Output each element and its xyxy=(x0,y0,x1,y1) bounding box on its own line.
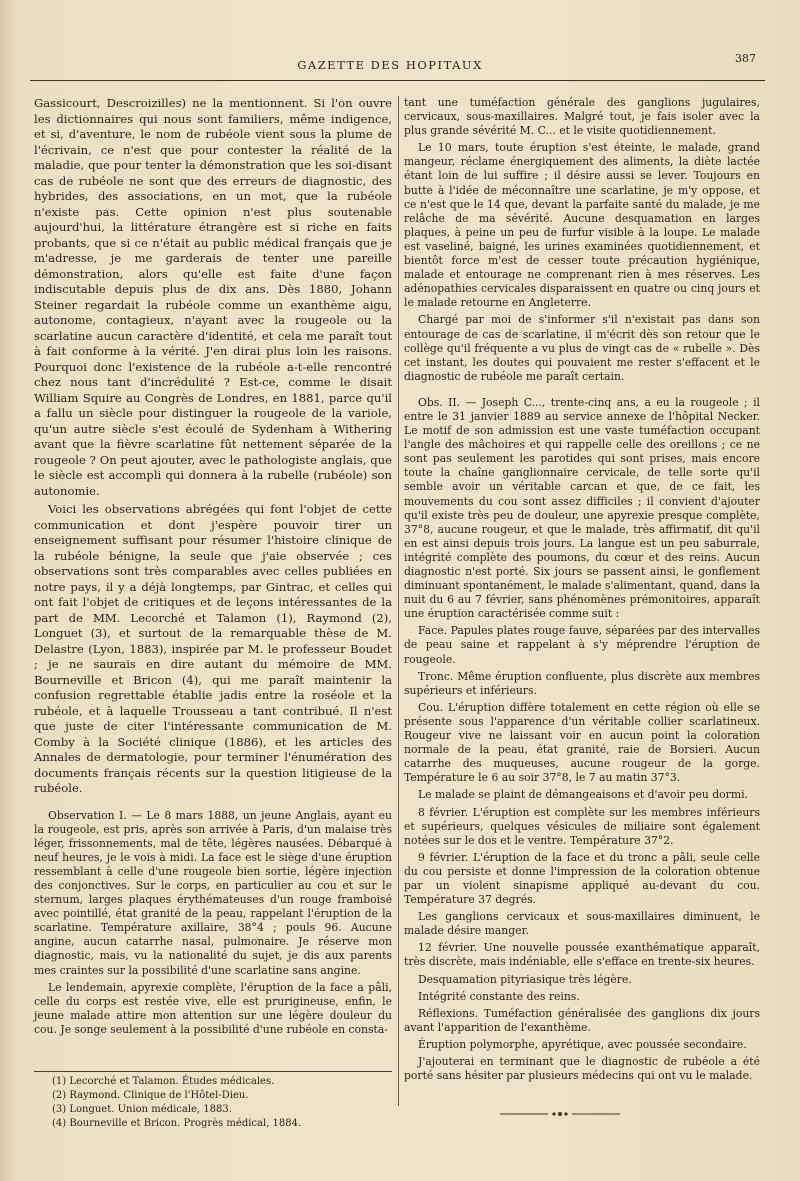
footnote: (1) Lecorché et Talamon. Études médicales. xyxy=(52,1076,275,1087)
running-head: GAZETTE DES HOPITAUX xyxy=(297,58,483,72)
observation-paragraph: Les ganglions cervicaux et sous-maxillaires diminuent, le malade désire manger. xyxy=(404,910,760,938)
observation-paragraph: Cou. L'éruption diffère totalement en cette région où elle se présente sous l'apparence d'un véritable collier scarlatineux. Rougeur vive ne laissant voir en aucun point la coloration normale de la peau, état granité, raie de Borsieri. Aucun catarrhe des muqueuses, aucune rougeur de la gorge. Température le 6 au soir 37°8, le 7 au matin 37°3. xyxy=(404,700,760,785)
paragraph: Voici les observations abrégées qui font l'objet de cette communication et dont j'espère pouvoir tirer un enseignement suffisant pour résumer l'histoire clinique de la rubéole bénigne, la seule que j'aie observée ; ces observations sont très comparables avec celles publiées en notre pays, il y a déjà longtemps, par Gintrac, et celles qui ont fait l'objet de critiques et de leçons intéressantes de la part de MM. Lecorché et Talamon (1), Raymond (2), Longuet (3), et surtout de la remarquable thèse de M. Delastre (Lyon, 1883), inspirée par M. le professeur Boudet ; je ne saurais en dire autant du mémoire de MM. Bourneville et Bricon (4), qui me paraît maintenir la confusion regrettable établie jadis entre la roséole et la rubéole, et à laquelle Trousseau a tant contribué. Il n'est que juste de citer l'intéressante communication de M. Comby à la Société clinique (1886), et les articles des Annales de dermatologie, pour terminer l'énumération des documents français récents sur la question litigieuse de la rubéole. xyxy=(34,502,392,795)
paragraph: Le 10 mars, toute éruption s'est éteinte, le malade, grand mangeur, réclame énergiquement des aliments, la diète lactée étant loin de lui suffire ; il désire aussi se lever. Toujours en butte à l'idée de méconnaître une scarlatine, je m'y oppose, et ce n'est que le 14 que, devant la parfaite santé du malade, je me relâche de ma sévérité. Aucune desquamation en larges plaques, à peine un peu de furfur visible à la loupe. Le malade est vaseliné, baigné, les urines examinées quotidiennement, et bientôt force m'est de cesser toute précaution hygiénique, malade et entourage ne comprenant rien à mes réserves. Les adénopathies cervicales disparaissent en quatre ou cinq jours et le malade retourne en Angleterre. xyxy=(404,141,760,310)
paragraph: Chargé par moi de s'informer s'il n'existait pas dans son entourage de cas de scarlatine, il m'écrit dès son retour que le collège qu'il fréquente a vu plus de vingt cas de « rubelle ». Dès cet instant, les doutes qui pouvaient me rester s'effacent et le diagnostic de rubéole me paraît certain. xyxy=(404,313,760,383)
observation-paragraph: Obs. II. — Joseph C..., trente-cinq ans, a eu la rougeole ; il entre le 31 janvier 1889 au service annexe de l'hôpital Necker. Le motif de son admission est une vaste tuméfaction occupant l'angle des mâchoires et qui rappelle celle des oreillons ; ce ne sont pas seulement les parotides qui sont prises, mais encore toute la chaîne ganglionnaire cervicale, de telle sorte qu'il semble avoir un véritable carcan et que, de ce fait, les mouvements du cou sont assez difficiles ; il convient d'ajouter qu'il existe très peu de douleur, une apyrexie presque complète, 37°8, aucune rougeur, et que le malade, très affirmatif, dit qu'il en est ainsi depuis trois jours. La langue est un peu saburrale, intégrité complète des poumons, du cœur et des reins. Aucun diagnostic n'est porté. Six jours se passent ainsi, le gonflement diminuant spontanément, le malade s'alimentant, quand, dans la nuit du 6 au 7 février, sans phénomènes prémonitoires, apparaît une éruption caractérisée comme suit : xyxy=(404,395,760,621)
footnote-rule xyxy=(34,1071,392,1072)
paragraph: tant une tuméfaction générale des ganglions jugulaires, cervicaux, sous-maxillaires. Malgré tout, je fais isoler avec la plus grande sévérité M. C... et le visite quotidiennement. xyxy=(404,96,760,138)
observation-paragraph: Éruption polymorphe, apyrétique, avec poussée secondaire. xyxy=(418,1037,747,1051)
page-number: 387 xyxy=(735,52,756,65)
observation-paragraph: J'ajouterai en terminant que le diagnostic de rubéole a été porté sans hésiter par plusieurs médecins qui ont vu le malade. xyxy=(404,1055,760,1083)
footnote: (4) Bourneville et Bricon. Progrès médical, 1884. xyxy=(52,1118,302,1129)
paragraph: Gassicourt, Descroizilles) ne la mentionnent. Si l'on ouvre les dictionnaires qui nous sont familiers, même indigence, et si, d'aventure, le nom de rubéole vient sous la plume de l'écrivain, ce n'est que pour contester la réalité de la maladie, que pour tenter la démonstration que les soi-disant cas de rubéole ne sont que des erreurs de diagnostic, des hybrides, des associations, en un mot, que la rubéole n'existe pas. Cette opinion n'est plus soutenable aujourd'hui, la littérature étrangère est si riche en faits probants, que si ce n'était au public médical français que je m'adresse, je me garderais de tenter une pareille démonstration, alors qu'elle est faite d'une façon indiscutable depuis plus de dix ans. Dès 1880, Johann Steiner regardait la rubéole comme un exanthème aigu, autonome, contagieux, n'ayant avec la rougeole ou la scarlatine aucun caractère d'identité, et cela me paraît tout à fait conforme à la vérité. J'en dirai plus loin les raisons. Pourquoi donc l'existence de la rubéole a-t-elle rencontré chez nous tant d'incrédulité ? Est-ce, comme le disait William Squire au Congrès de Londres, en 1881, parce qu'il a fallu un siècle pour distinguer la rougeole de la variole, qu'un autre siècle s'est écoulé de Sydenham à Withering avant que la fièvre scarlatine fût nettement séparée de la rougeole ? On peut ajouter, avec le pathologiste anglais, que le siècle est accompli qui donnera à la rubelle (rubéole) son autonomie. xyxy=(34,96,392,498)
right-column xyxy=(404,96,760,1086)
observation-paragraph: Desquamation pityriasique très légère. xyxy=(418,972,632,986)
observation-paragraph: Tronc. Même éruption confluente, plus discrète aux membres supérieurs et inférieurs. xyxy=(404,669,760,697)
observation-paragraph: Réflexions. Tuméfaction généralisée des ganglions dix jours avant l'apparition de l'exanthème. xyxy=(404,1006,760,1034)
observation-paragraph: Observation I. — Le 8 mars 1888, un jeune Anglais, ayant eu la rougeole, est pris, après son arrivée à Paris, d'un malaise très léger, frissonnements, mal de tête, légères nausées. Débarqué à neuf heures, je le vois à midi. La face est le siège d'une éruption ressemblant à celle d'une rougeole bien sortie, légère injection des conjonctives. Sur le corps, en particulier au cou et sur le sternum, larges plaques érythémateuses d'un rouge framboisé avec pointillé, état granité de la peau, rappelant l'éruption de la scarlatine. Température axillaire, 38°4 ; pouls 96. Aucune angine, aucun catarrhe nasal, pulmonaire. Je réserve mon diagnostic, mais, vu la nationalité du sujet, je dis aux parents mes craintes sur la possibilité d'une scarlatine sans angine. xyxy=(34,808,392,977)
end-ornament xyxy=(500,1111,620,1117)
observation-paragraph: Le malade se plaint de démangeaisons et d'avoir peu dormi. xyxy=(418,788,748,802)
observation-paragraph: Face. Papules plates rouge fauve, séparées par des intervalles de peau saine et rappelant à s'y méprendre l'éruption de rougeole. xyxy=(404,624,760,666)
observation-paragraph: 9 février. L'éruption de la face et du tronc a pâli, seule celle du cou persiste et donne l'impression de la coloration obtenue par un violent sinapisme appliqué au-devant du cou. Température 37 degrés. xyxy=(404,850,760,907)
observation-paragraph: 12 février. Une nouvelle poussée exanthématique apparaît, très discrète, mais indéniable, elle s'efface en trente-six heures. xyxy=(404,941,760,969)
footnotes xyxy=(52,1075,392,1131)
observation-paragraph: Le lendemain, apyrexie complète, l'éruption de la face a pâli, celle du corps est restée vive, elle est prurigineuse, enfin, le jeune malade attire mon attention sur une légère douleur du cou. Je songe seulement à la possibilité d'une rubéole en consta- xyxy=(34,980,392,1036)
footnote: (2) Raymond. Clinique de l'Hôtel-Dieu. xyxy=(52,1090,249,1101)
footnote: (3) Longuet. Union médicale, 1883. xyxy=(52,1104,232,1115)
header-rule xyxy=(30,80,765,81)
left-column xyxy=(34,96,392,1040)
column-divider xyxy=(398,96,399,1106)
observation-paragraph: Intégrité constante des reins. xyxy=(418,989,580,1003)
observation-paragraph: 8 février. L'éruption est complète sur les membres inférieurs et supérieurs, quelques vésicules de miliaire sont également notées sur le dos et le ventre. Température 37°2. xyxy=(404,805,760,847)
